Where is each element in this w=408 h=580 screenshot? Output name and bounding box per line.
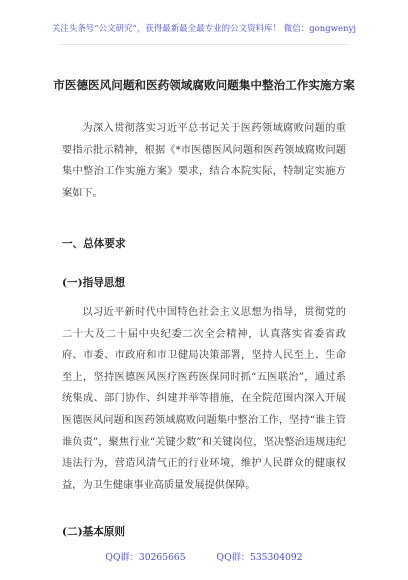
header-divider [60,44,348,45]
footer-qq-group-1: QQ群：30265665 [105,552,186,563]
header-banner: 关注头条号“公文研究”，获得最新最全最专业的公文资料库！ 微信：gongwenyj [51,23,357,33]
guiding-ideology-paragraph: 以习近平新时代中国特色社会主义思想为指导，贯彻党的二十大及二十届中央纪委二次全会精神，认真落实省委省政府、市委、市政府和市卫健局决策部署，坚持人民至上、生命至上，坚持医德医风医疗医药医保同时抓“五医联治”，通过系统集成、部门协作、纠建并举等措施，在全院范围内深入开展医德医风问题和医药领域腐败问题集中整治工作，坚持“谁主管谁负责”，聚焦行业“关键少数”和关键岗位，坚决整治违规违纪违法行为，营造风清气正的行业环境，维护人民群众的健康权益，为卫生健康事业高质量发展提供保障。 [62,307,346,491]
footer-qq-group-2: QQ群：535304092 [216,552,303,563]
document-title: 市医德医风问题和医药领域腐败问题集中整治工作实施方案 [53,78,355,92]
subsection-heading-guiding-ideology: (一)指导思想 [62,277,125,289]
section-heading-general-requirements: 一、总体要求 [62,238,126,250]
footer-contact [0,549,408,563]
subsection-heading-basic-principles: (二)基本原则 [62,526,125,538]
intro-paragraph: 为深入贯彻落实习近平总书记关于医药领域腐败问题的重要指示批示精神，根据《*市医德医风问题和医药领域腐败问题集中整治工作实施方案》要求，结合本院实际，特制定实施方案如下。 [62,123,346,199]
